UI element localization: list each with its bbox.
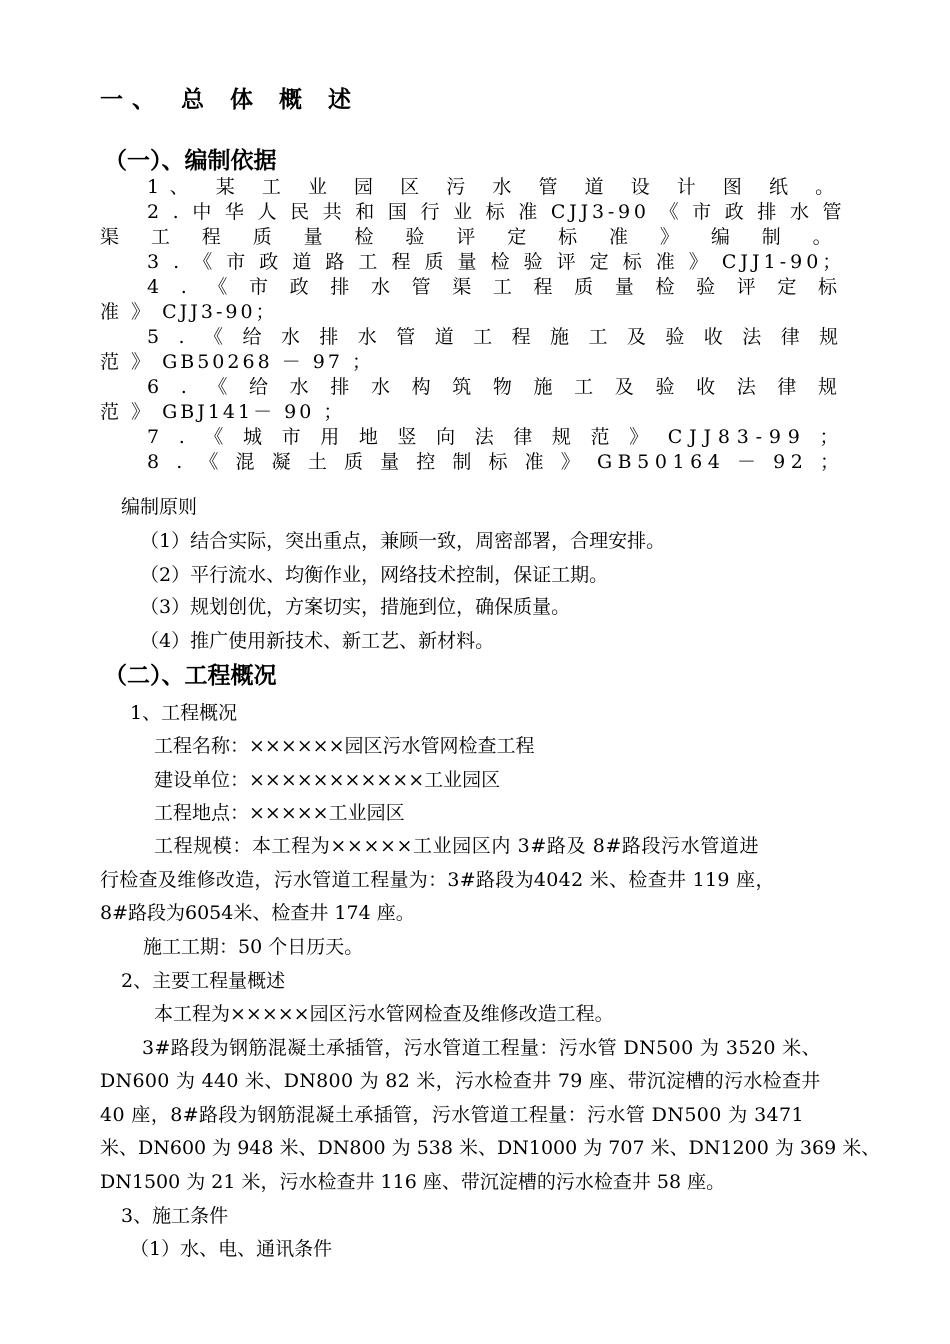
section-heading-overview: （二）、工程概况 [104,663,277,689]
quantities-text: 米、DN600 为 948 米、DN800 为 538 米、DN1000 为 707 米、DN1200 为 369 米、 [100,1137,881,1159]
quantities-text: DN1500 为 21 米，污水检查井 116 座、带沉淀槽的污水检查井 58 座。 [100,1171,726,1193]
project-scale: 工程规模：本工程为×××××工业园区内 3#路及 8#路段污水管道进 [154,835,760,857]
basis-item-2: 2 . 中 华 人 民 共 和 国 行 业 标 准 CJJ3-90 《 市 政 排 水 管 [147,201,846,223]
quantities-text: 40 座，8#路段为钢筋混凝土承插管，污水管道工程量：污水管 DN500 为 3471 [100,1104,805,1126]
subheading-overview: 1、工程概况 [130,702,238,724]
basis-item-2-cont: 渠 工 程 质 量 检 验 评 定 标 准 》 编 制 。 [100,226,845,248]
basis-item-6-cont: 范 》 GBJ141－ 90 ； [100,401,346,423]
basis-item-5: 5 . 《 给 水 排 水 管 道 工 程 施 工 及 验 收 法 律 规 [147,326,845,348]
principles-title: 编制原则 [121,496,198,518]
project-name: 工程名称：××××××园区污水管网检查工程 [154,735,535,757]
subheading-conditions: 3、施工条件 [121,1205,229,1227]
condition-item: （1）水、电、通讯条件 [130,1238,333,1260]
basis-item-7: 7 . 《 城 市 用 地 竖 向 法 律 规 范 》 CJJ83-99 ； [147,426,846,448]
principle-item: （4）推广使用新技术、新工艺、新材料。 [140,630,495,652]
basis-item-1: 1、 某 工 业 园 区 污 水 管 道 设 计 图 纸 。 [147,176,845,198]
project-period: 施工工期：50 个日历天。 [143,936,364,958]
basis-item-6: 6 . 《 给 水 排 水 构 筑 物 施 工 及 验 收 法 律 规 [147,376,845,398]
principle-item: （1）结合实际，突出重点，兼顾一致，周密部署，合理安排。 [140,530,666,552]
page-title: 一、 总 体 概 述 [100,87,361,113]
subheading-quantities: 2、主要工程量概述 [121,970,286,992]
basis-item-4: 4 . 《 市 政 排 水 管 渠 工 程 质 量 检 验 评 定 标 [147,276,845,298]
project-scale-cont: 8#路段为6054米、检查井 174 座。 [100,902,415,924]
principle-item: （2）平行流水、均衡作业，网络技术控制，保证工期。 [140,564,609,586]
quantities-text: 3#路段为钢筋混凝土承插管，污水管道工程量：污水管 DN500 为 3520 米、 [142,1037,822,1059]
section-heading-basis: （一）、编制依据 [104,148,277,174]
basis-item-8: 8 . 《 混 凝 土 质 量 控 制 标 准 》 GB50164 － 92 ； [147,451,845,473]
principle-item: （3）规划创优，方案切实，措施到位，确保质量。 [140,596,571,618]
project-scale-cont: 行检查及维修改造，污水管道工程量为：3#路段为4042 米、检查井 119 座， [100,869,775,891]
quantities-text: DN600 为 440 米、DN800 为 82 米，污水检查井 79 座、带沉淀槽的污水检查井 [100,1070,821,1092]
basis-item-5-cont: 范 》 GB50268 － 97 ； [100,351,374,373]
project-location: 工程地点：×××××工业园区 [154,802,405,824]
basis-item-3: 3 . 《 市 政 道 路 工 程 质 量 检 验 评 定 标 准 》 CJJ1-90； [147,251,846,273]
project-owner: 建设单位：×××××××××××工业园区 [154,769,501,791]
quantities-intro: 本工程为×××××园区污水管网检查及维修改造工程。 [154,1003,614,1025]
basis-item-4-cont: 准 》 CJJ3-90； [100,301,278,323]
